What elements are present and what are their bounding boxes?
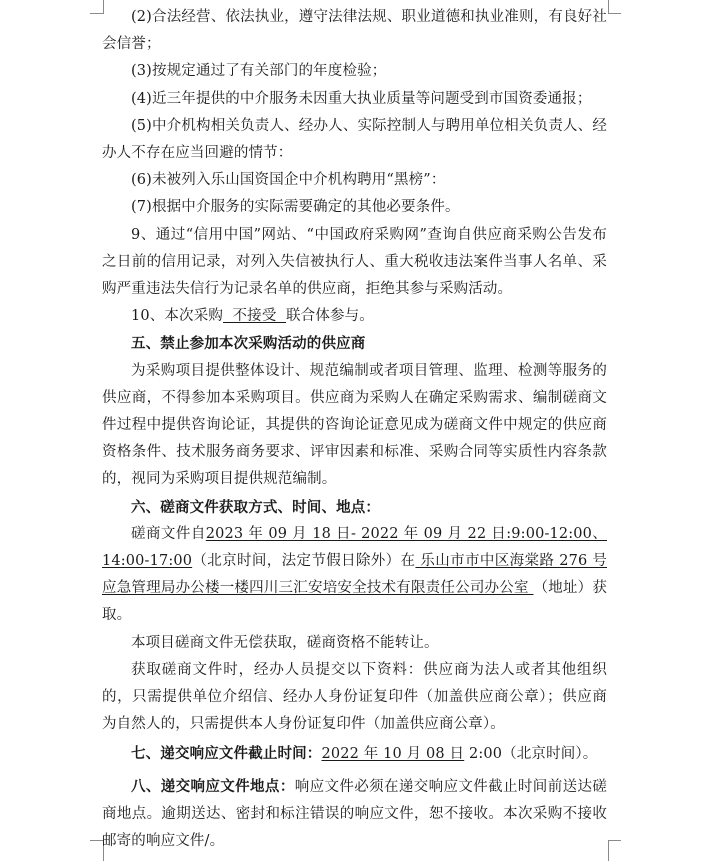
crop-mark-top-right-horizontal (608, 13, 621, 14)
acquisition-address: 乐山市市中区海棠路 276 号应急管理局办公楼一楼四川三汇安培安全技术有限责任公司办公室 (102, 553, 608, 597)
crop-mark-top-right-vertical (608, 0, 609, 14)
acquisition-free-note: 本项目磋商文件无偿获取，磋商资格不能转让。 (131, 634, 439, 651)
condition-3: (3)按规定通过了有关部门的年度检验； (131, 63, 387, 80)
section-8-submission-location (102, 773, 607, 856)
requirement-10-consortium (102, 303, 607, 330)
acquisition-period: 2023 年 09 月 18 日- 2022 年 09 月 22 日:9:00-12:00、14:00-17:00 (102, 525, 607, 570)
deadline-time: 2:00（北京时间）。 (464, 746, 598, 763)
deadline-label: 七、递交响应文件截止时间： (131, 745, 322, 763)
document-acquisition-details (102, 521, 607, 630)
condition-7: (7)根据中介服务的实际需要确定的其他必要条件。 (131, 199, 460, 216)
condition-4: (4)近三年提供的中介服务未因重大执业质量等问题受到市国资委通报； (131, 90, 592, 107)
acquisition-time-note: （北京时间，法定节假日除外）在 (192, 553, 416, 570)
section-5-heading: 五、禁止参加本次采购活动的供应商 (131, 335, 366, 353)
submission-location-label: 八、递交响应文件地点： (131, 777, 295, 795)
section-5-body: 为采购项目提供整体设计、规范编制或者项目管理、监理、检测等服务的供应商，不得参加本采购项目。供应商为采购人在确定采购需求、编制磋商文件过程中提供咨询论证，其提供的咨询论证意见成为磋商文件中规定的供应商资格条件、技术服务商务要求、评审因素和标准、采购合同等实质性内容条款的，视同为采购项目提供规范编制。 (102, 362, 607, 488)
consortium-value: 不接受 (223, 308, 287, 325)
acquisition-materials: 获取磋商文件时，经办人员提交以下资料：供应商为法人或者其他组织的，只需提供单位介绍信、经办人身份证复印件（加盖供应商公章）；供应商为自然人的，只需提供本人身份证复印件（加盖供应商公章）。 (102, 661, 607, 733)
consortium-text-prefix: 10、本次采购 (131, 308, 224, 325)
consortium-text-suffix: 联合体参与。 (286, 308, 374, 325)
section-7-deadline (102, 740, 607, 768)
crop-mark-bottom-right-horizontal (608, 840, 621, 841)
deadline-date: 2022 年 10 月 08 日 (321, 746, 465, 763)
condition-5: (5)中介机构相关负责人、经办人、实际控制人与聘用单位相关负责人、经办人不存在应当回避的情节： (102, 117, 607, 162)
requirement-9-credit-check: 9、通过“信用中国”网站、“中国政府采购网”查询自供应商采购公告发布之日前的信用记录，对列入失信被执行人、重大税收违法案件当事人名单、采购严重违法失信行为记录名单的供应商，拒绝其参与采购活动。 (102, 226, 607, 298)
acquisition-suffix: （地址）获取。 (102, 580, 608, 624)
condition-2: (2)合法经营、依法执业，遵守法律法规、职业道德和执业准则，有良好社会信誉； (102, 9, 607, 53)
section-6-heading: 六、磋商文件获取方式、时间、地点： (131, 498, 381, 516)
document-body (102, 4, 607, 855)
crop-mark-bottom-right-vertical (608, 840, 609, 861)
submission-location-body: 响应文件必须在递交响应文件截止时间前送达磋商地点。逾期送达、密封和标注错误的响应文件，恕不接收。本次采购不接收邮寄的响应文件/。 (102, 778, 607, 850)
acquisition-prefix: 磋商文件自 (131, 525, 206, 542)
condition-6: (6)未被列入乐山国资国企中介机构聘用“黑榜”： (131, 172, 446, 189)
